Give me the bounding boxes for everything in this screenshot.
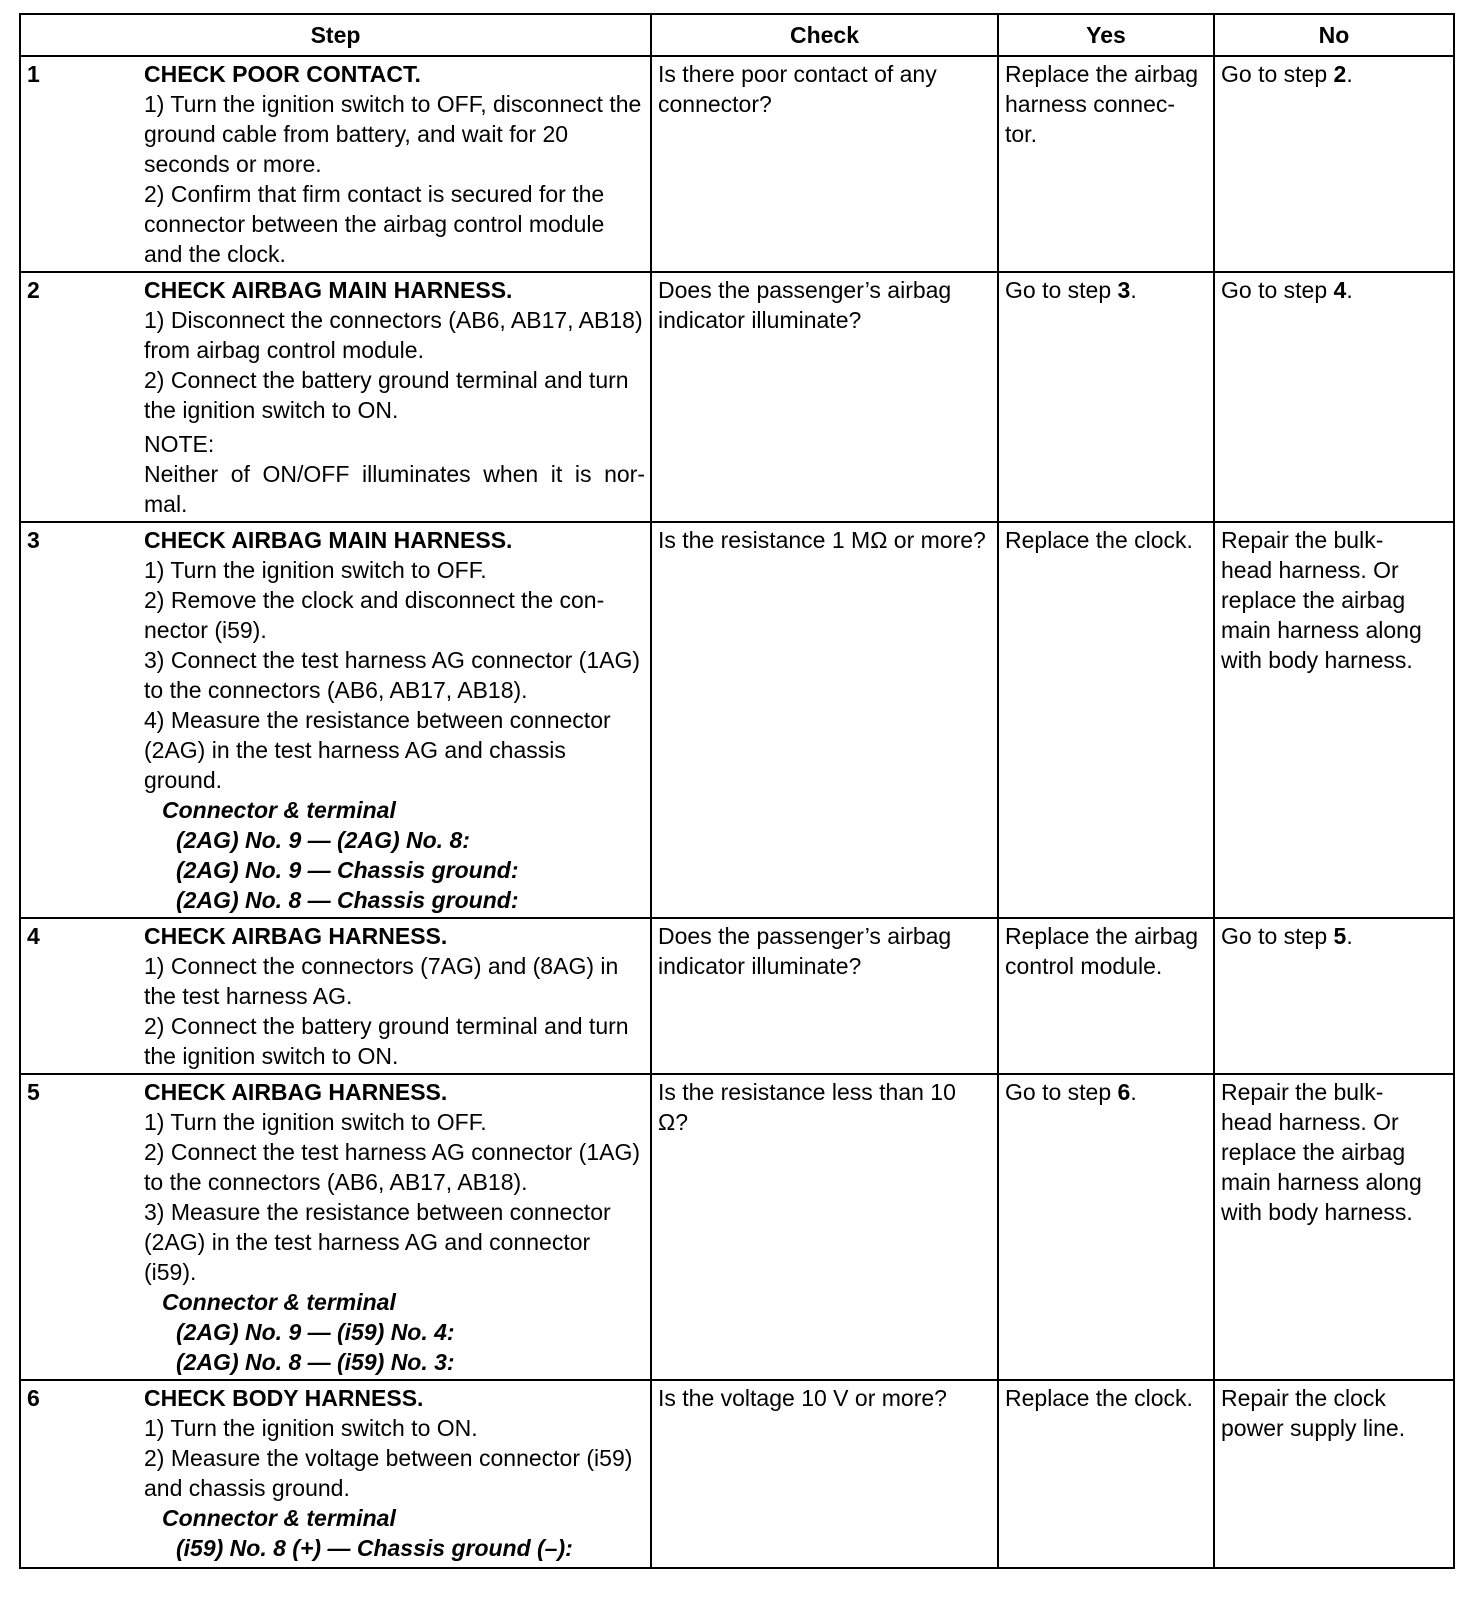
connector-terminal-item: (2AG) No. 8 — Chassis ground:: [176, 887, 519, 913]
step-line: 2) Measure the voltage between connector (i59) and chassis ground.: [144, 1445, 633, 1501]
step-line: 3) Measure the resistance between connector (2AG) in the test harness AG and connector (i59).: [144, 1199, 611, 1285]
connector-terminal-item: (2AG) No. 8 — (i59) No. 3:: [176, 1349, 455, 1375]
yes-prefix: Go to step: [1005, 1079, 1118, 1105]
check-cell: Is the resistance 1 MΩ or more?: [651, 522, 998, 918]
yes-cell: Replace the clock.: [998, 522, 1214, 918]
yes-step-ref: 3: [1117, 277, 1131, 303]
no-step-ref: 2: [1333, 61, 1347, 87]
step-line: 1) Connect the connectors (7AG) and (8AG) in the test harness AG.: [144, 953, 619, 1009]
no-step-ref: 4: [1333, 277, 1347, 303]
step-line: 4) Measure the resistance between connector (2AG) in the test harness AG and chassis ground.: [144, 707, 611, 793]
no-cell: Repair the bulk- head harness. Or replace the airbag main harness along with body harness.: [1214, 522, 1454, 918]
check-cell: Is the resistance less than 10 Ω?: [651, 1074, 998, 1380]
check-cell: Is there poor contact of any connector?: [651, 56, 998, 272]
yes-cell: [998, 1074, 1214, 1380]
yes-cell: Replace the airbag harness connec- tor.: [998, 56, 1214, 272]
step-title: CHECK AIRBAG MAIN HARNESS.: [144, 527, 513, 553]
step-line: 2) Connect the battery ground terminal and turn the ignition switch to ON.: [144, 367, 629, 423]
connector-terminal-heading: Connector & terminal: [162, 797, 396, 823]
step-number: 6: [27, 1385, 40, 1411]
step-cell: [20, 272, 651, 522]
step-cell: [20, 522, 651, 918]
yes-prefix: Go to step: [1005, 277, 1118, 303]
note-text: Neither of ON/OFF illuminates when it is nor-mal.: [144, 461, 645, 517]
step-title: CHECK BODY HARNESS.: [144, 1385, 424, 1411]
step-line: 2) Connect the battery ground terminal and turn the ignition switch to ON.: [144, 1013, 629, 1069]
no-cell: Repair the bulk- head harness. Or replace the airbag main harness along with body harness.: [1214, 1074, 1454, 1380]
table-row: [20, 918, 1454, 1074]
yes-step-ref: 6: [1117, 1079, 1131, 1105]
connector-terminal-heading: Connector & terminal: [162, 1505, 396, 1531]
yes-suffix: .: [1130, 277, 1137, 303]
no-suffix: .: [1346, 61, 1353, 87]
no-suffix: .: [1346, 277, 1353, 303]
no-prefix: Go to step: [1221, 277, 1334, 303]
connector-terminal-item: (2AG) No. 9 — (2AG) No. 8:: [176, 827, 470, 853]
connector-terminal-item: (2AG) No. 9 — Chassis ground:: [176, 857, 519, 883]
step-line: 2) Connect the test harness AG connector (1AG) to the connectors (AB6, AB17, AB18).: [144, 1139, 641, 1195]
no-cell: [1214, 272, 1454, 522]
no-cell: [1214, 56, 1454, 272]
step-line: 1) Disconnect the connectors (AB6, AB17, AB18) from airbag control module.: [144, 307, 643, 363]
check-cell: Does the passenger’s airbag indicator illuminate?: [651, 918, 998, 1074]
step-title: CHECK AIRBAG HARNESS.: [144, 1079, 448, 1105]
no-prefix: Go to step: [1221, 61, 1334, 87]
connector-terminal-heading: Connector & terminal: [162, 1289, 396, 1315]
header-yes: Yes: [998, 14, 1214, 56]
step-line: 2) Confirm that firm contact is secured for the connector between the airbag control module and the clock.: [144, 181, 605, 267]
step-number: 4: [27, 923, 40, 949]
header-no: No: [1214, 14, 1454, 56]
yes-cell: Replace the airbag control module.: [998, 918, 1214, 1074]
step-line: 1) Turn the ignition switch to OFF, disconnect the ground cable from battery, and wait for 20 seconds or more.: [144, 91, 642, 177]
step-line: 2) Remove the clock and disconnect the con-nector (i59).: [144, 587, 605, 643]
step-cell: [20, 1380, 651, 1568]
connector-terminal-item: (i59) No. 8 (+) — Chassis ground (–):: [176, 1535, 573, 1561]
no-cell: Repair the clock power supply line.: [1214, 1380, 1454, 1568]
step-number: 2: [27, 277, 40, 303]
yes-cell: Replace the clock.: [998, 1380, 1214, 1568]
step-cell: [20, 918, 651, 1074]
no-cell: [1214, 918, 1454, 1074]
step-line: 1) Turn the ignition switch to OFF.: [144, 557, 487, 583]
table-row: [20, 272, 1454, 522]
step-number: 5: [27, 1079, 40, 1105]
header-check: Check: [651, 14, 998, 56]
step-number: 1: [27, 61, 40, 87]
step-cell: [20, 56, 651, 272]
yes-cell: [998, 272, 1214, 522]
header-row: [20, 14, 1454, 56]
connector-terminal-item: (2AG) No. 9 — (i59) No. 4:: [176, 1319, 455, 1345]
step-title: CHECK AIRBAG HARNESS.: [144, 923, 448, 949]
yes-suffix: .: [1130, 1079, 1137, 1105]
no-suffix: .: [1346, 923, 1353, 949]
check-cell: Is the voltage 10 V or more?: [651, 1380, 998, 1568]
table-row: [20, 1074, 1454, 1380]
table-row: [20, 522, 1454, 918]
step-title: CHECK AIRBAG MAIN HARNESS.: [144, 277, 513, 303]
table-row: [20, 56, 1454, 272]
note-label: NOTE:: [144, 431, 215, 457]
step-line: 1) Turn the ignition switch to ON.: [144, 1415, 478, 1441]
check-cell: Does the passenger’s airbag indicator illuminate?: [651, 272, 998, 522]
step-cell: [20, 1074, 651, 1380]
no-prefix: Go to step: [1221, 923, 1334, 949]
step-line: 1) Turn the ignition switch to OFF.: [144, 1109, 487, 1135]
no-step-ref: 5: [1333, 923, 1347, 949]
diagnostic-table: [19, 13, 1455, 1569]
step-number: 3: [27, 527, 40, 553]
step-title: CHECK POOR CONTACT.: [144, 61, 421, 87]
table-row: [20, 1380, 1454, 1568]
header-step: Step: [20, 14, 651, 56]
step-line: 3) Connect the test harness AG connector (1AG) to the connectors (AB6, AB17, AB18).: [144, 647, 641, 703]
